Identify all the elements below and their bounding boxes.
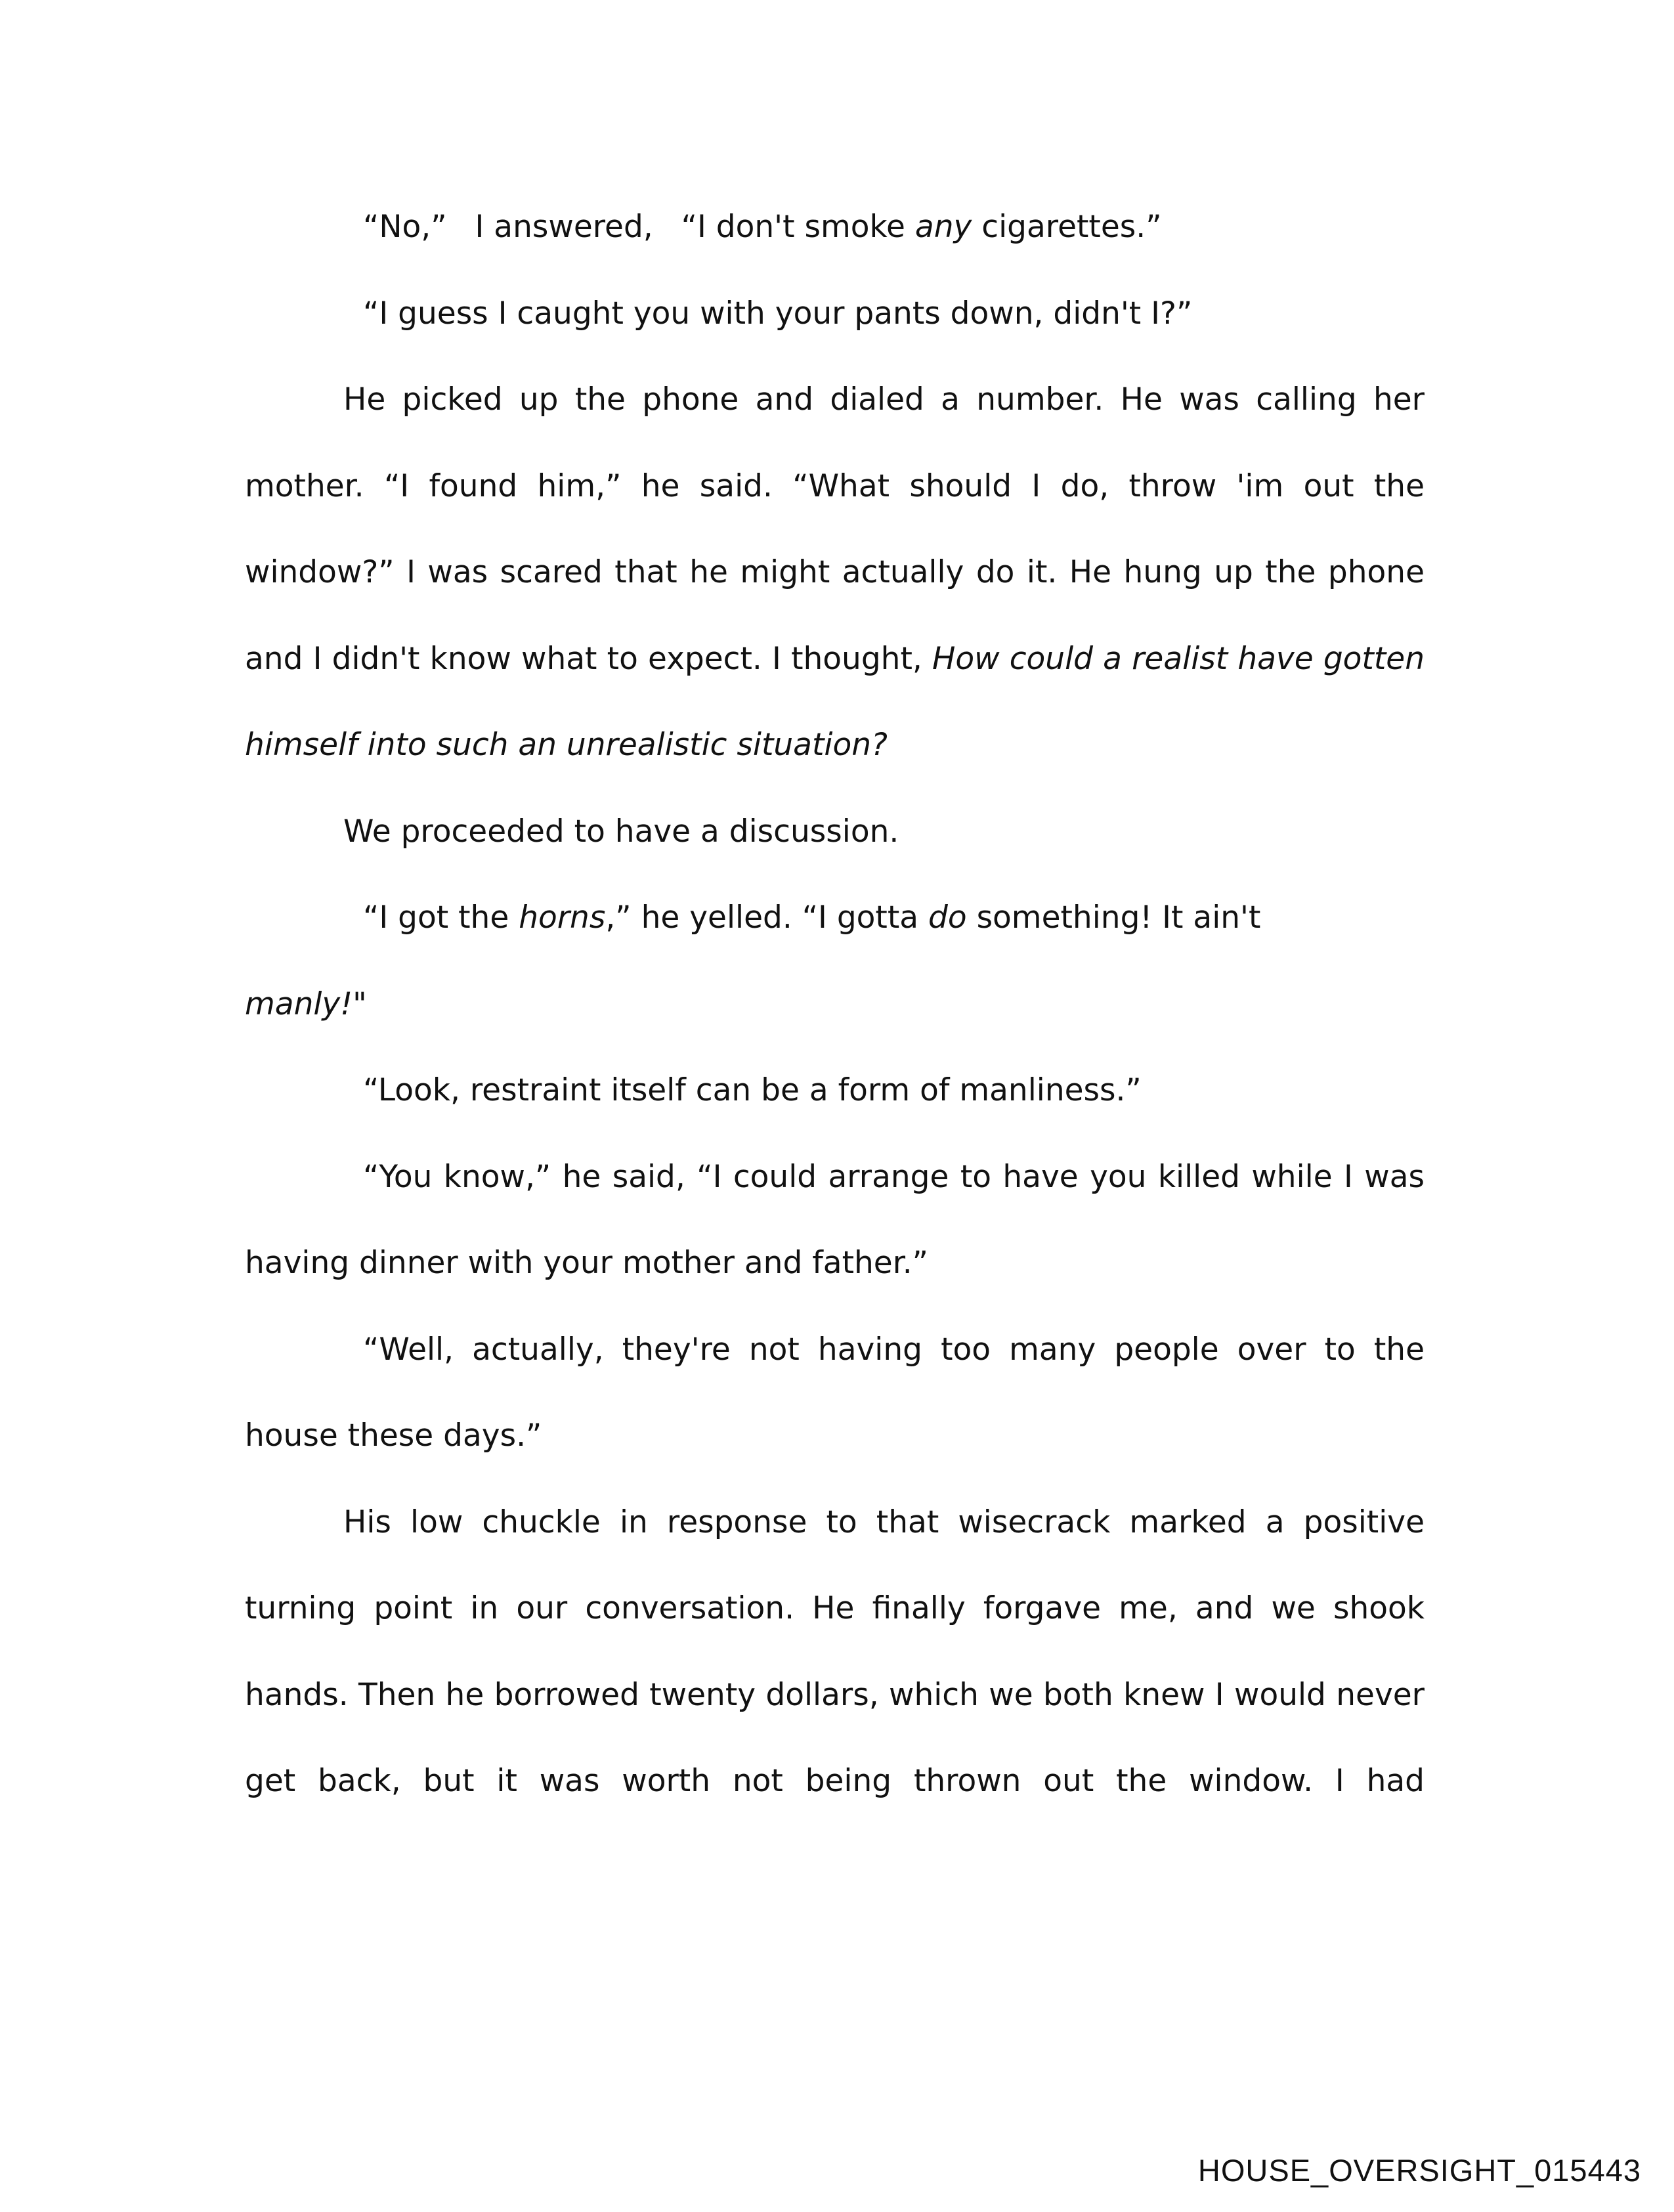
italic-run: horns bbox=[519, 900, 606, 936]
text-run: “You know,” he said, “I could arrange to have you killed while I was having dinner with your mother and father.” bbox=[245, 1158, 1425, 1281]
bates-number: HOUSE_OVERSIGHT_015443 bbox=[1197, 2153, 1641, 2188]
text-run: " bbox=[353, 986, 367, 1022]
text-run: cigarettes.” bbox=[972, 209, 1162, 245]
text-run: “I got the bbox=[363, 900, 519, 936]
body-text bbox=[245, 184, 1425, 1825]
paragraph-1 bbox=[245, 184, 1425, 271]
italic-run: How could a realist have gotten himself into such an unrealistic situation? bbox=[245, 640, 1425, 763]
text-run: “I don't smoke bbox=[681, 209, 915, 245]
text-run: I answered, bbox=[465, 209, 663, 245]
text-run: “No,” bbox=[363, 209, 447, 245]
paragraph-9 bbox=[245, 1479, 1425, 1825]
paragraph-5 bbox=[245, 875, 1425, 1047]
text-run: We proceeded to have a discussion. bbox=[343, 813, 899, 850]
paragraph-7 bbox=[245, 1134, 1425, 1307]
italic-run: do bbox=[928, 900, 967, 936]
paragraph-8 bbox=[245, 1307, 1425, 1479]
text-run: something! It ain't bbox=[966, 900, 1261, 936]
italic-run: any bbox=[914, 209, 972, 245]
text-run: “Well, actually, they're not having too many people over to the house these days.” bbox=[245, 1331, 1425, 1454]
text-run: “Look, restraint itself can be a form of manliness.” bbox=[363, 1072, 1142, 1108]
text-run: His low chuckle in response to that wisecrack marked a positive turning point in our conversation. He finally forgave me, and we shook hands. Then he borrowed twenty dollars, which we both knew I would never get back, but it was worth not being thrown out the window. I had bbox=[245, 1504, 1425, 1799]
paragraph-6 bbox=[245, 1047, 1425, 1134]
paragraph-2 bbox=[245, 271, 1425, 357]
paragraph-4 bbox=[245, 789, 1425, 875]
text-run: ,” he yelled. “I gotta bbox=[605, 900, 929, 936]
text-run: “I guess I caught you with your pants down, didn't I?” bbox=[363, 295, 1193, 332]
text-run: He picked up the phone and dialed a number. He was calling her mother. “I found him,” he said. “What should I do, throw 'im out the window?” I was scared that he might actually do it. He hung up the phone and I didn't know what to expect. I thought, bbox=[245, 381, 1425, 677]
paragraph-3 bbox=[245, 357, 1425, 789]
italic-run: manly! bbox=[245, 986, 353, 1022]
